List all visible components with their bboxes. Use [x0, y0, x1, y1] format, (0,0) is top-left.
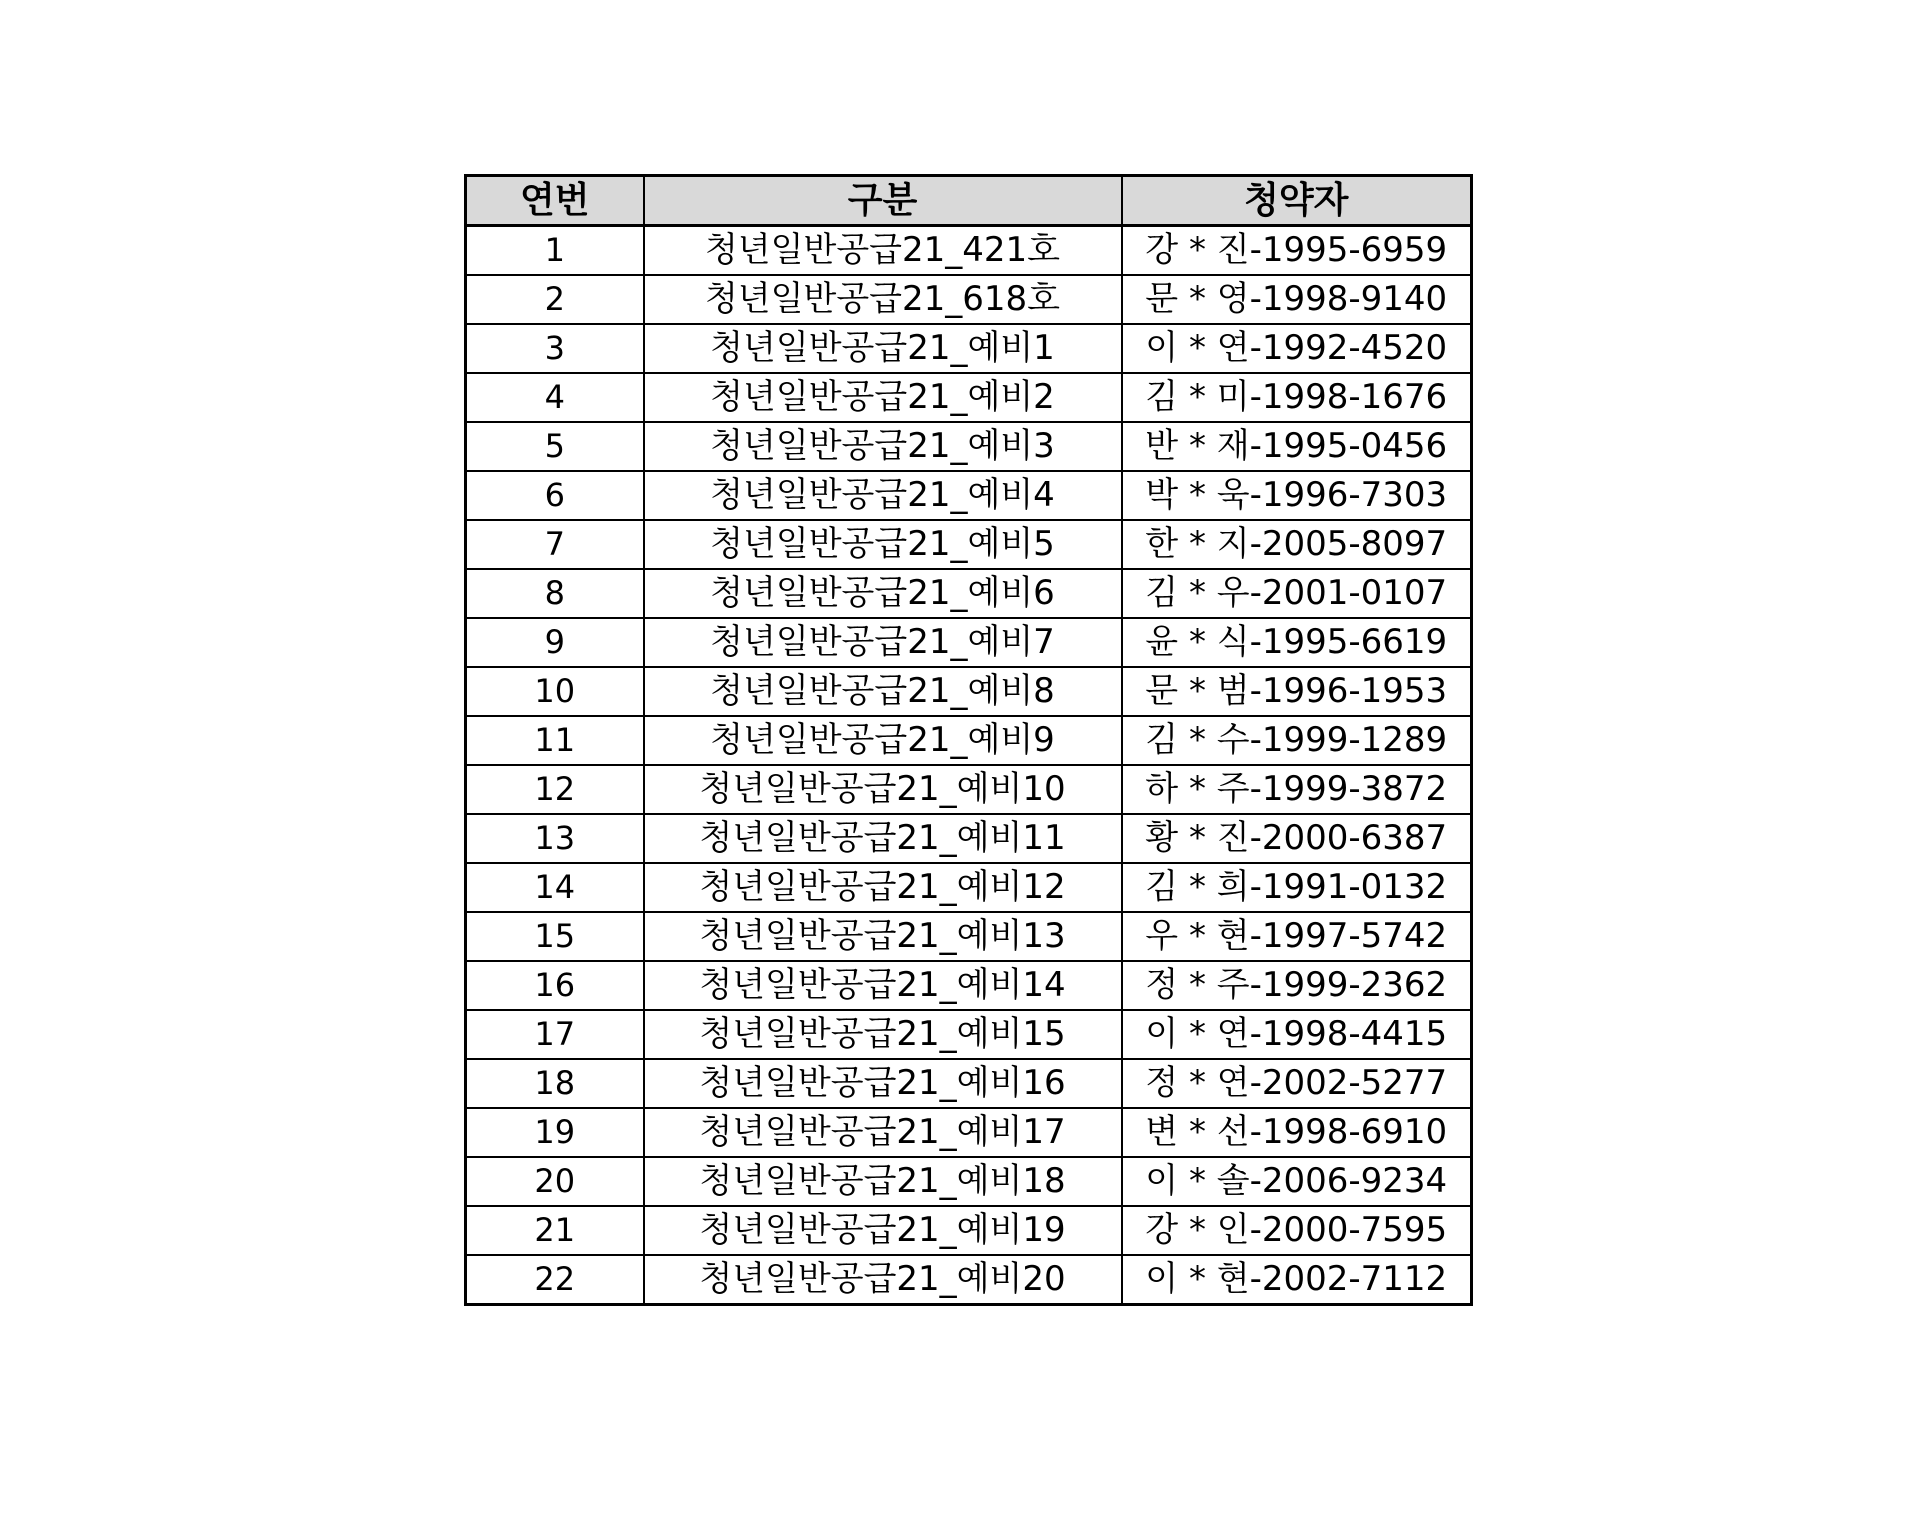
category-cell: 청년일반공급21_예비17: [644, 1108, 1122, 1157]
category-cell: 청년일반공급21_예비3: [644, 422, 1122, 471]
table-row: [466, 1010, 1472, 1059]
serial-number-cell: 6: [466, 471, 644, 520]
applicant-cell: 김 * 우-2001-0107: [1122, 569, 1472, 618]
category-cell: 청년일반공급21_예비16: [644, 1059, 1122, 1108]
category-cell: 청년일반공급21_예비4: [644, 471, 1122, 520]
serial-number-cell: 7: [466, 520, 644, 569]
applicant-cell: 김 * 미-1998-1676: [1122, 373, 1472, 422]
category-cell: 청년일반공급21_618호: [644, 275, 1122, 324]
serial-number-cell: 3: [466, 324, 644, 373]
applicant-cell: 한 * 지-2005-8097: [1122, 520, 1472, 569]
applicant-cell: 이 * 연-1992-4520: [1122, 324, 1472, 373]
applicant-cell: 박 * 욱-1996-7303: [1122, 471, 1472, 520]
category-cell: 청년일반공급21_예비10: [644, 765, 1122, 814]
category-cell: 청년일반공급21_예비9: [644, 716, 1122, 765]
applicant-cell: 문 * 범-1996-1953: [1122, 667, 1472, 716]
category-cell: 청년일반공급21_예비5: [644, 520, 1122, 569]
serial-number-cell: 5: [466, 422, 644, 471]
serial-number-cell: 20: [466, 1157, 644, 1206]
serial-number-cell: 10: [466, 667, 644, 716]
table-row: [466, 1157, 1472, 1206]
category-cell: 청년일반공급21_예비20: [644, 1255, 1122, 1305]
table-row: [466, 1255, 1472, 1305]
applicant-cell: 이 * 연-1998-4415: [1122, 1010, 1472, 1059]
table-row: [466, 471, 1472, 520]
table-row: [466, 226, 1472, 276]
table-row: [466, 667, 1472, 716]
category-cell: 청년일반공급21_예비8: [644, 667, 1122, 716]
applicant-cell: 반 * 재-1995-0456: [1122, 422, 1472, 471]
roster-sheet: [464, 174, 1473, 1306]
serial-number-cell: 8: [466, 569, 644, 618]
applicant-cell: 정 * 연-2002-5277: [1122, 1059, 1472, 1108]
table-row: [466, 1108, 1472, 1157]
serial-number-cell: 11: [466, 716, 644, 765]
serial-number-cell: 13: [466, 814, 644, 863]
table-row: [466, 716, 1472, 765]
table-row: [466, 1206, 1472, 1255]
table-row: [466, 618, 1472, 667]
header-category: 구분: [644, 176, 1122, 226]
serial-number-cell: 15: [466, 912, 644, 961]
header-applicant: 청약자: [1122, 176, 1472, 226]
table-row: [466, 863, 1472, 912]
applicant-cell: 정 * 주-1999-2362: [1122, 961, 1472, 1010]
table-row: [466, 569, 1472, 618]
serial-number-cell: 1: [466, 226, 644, 276]
category-cell: 청년일반공급21_예비11: [644, 814, 1122, 863]
category-cell: 청년일반공급21_예비6: [644, 569, 1122, 618]
applicant-cell: 문 * 영-1998-9140: [1122, 275, 1472, 324]
applicant-cell: 김 * 수-1999-1289: [1122, 716, 1472, 765]
serial-number-cell: 2: [466, 275, 644, 324]
category-cell: 청년일반공급21_예비13: [644, 912, 1122, 961]
applicant-cell: 강 * 진-1995-6959: [1122, 226, 1472, 276]
applicant-cell: 황 * 진-2000-6387: [1122, 814, 1472, 863]
serial-number-cell: 22: [466, 1255, 644, 1305]
applicant-cell: 김 * 희-1991-0132: [1122, 863, 1472, 912]
serial-number-cell: 19: [466, 1108, 644, 1157]
serial-number-cell: 16: [466, 961, 644, 1010]
category-cell: 청년일반공급21_421호: [644, 226, 1122, 276]
applicant-cell: 우 * 현-1997-5742: [1122, 912, 1472, 961]
table-row: [466, 520, 1472, 569]
table-row: [466, 422, 1472, 471]
category-cell: 청년일반공급21_예비2: [644, 373, 1122, 422]
table-row: [466, 814, 1472, 863]
table-row: [466, 324, 1472, 373]
serial-number-cell: 14: [466, 863, 644, 912]
category-cell: 청년일반공급21_예비14: [644, 961, 1122, 1010]
applicant-cell: 변 * 선-1998-6910: [1122, 1108, 1472, 1157]
serial-number-cell: 17: [466, 1010, 644, 1059]
table-row: [466, 1059, 1472, 1108]
table-row: [466, 912, 1472, 961]
category-cell: 청년일반공급21_예비1: [644, 324, 1122, 373]
serial-number-cell: 18: [466, 1059, 644, 1108]
serial-number-cell: 9: [466, 618, 644, 667]
applicant-cell: 윤 * 식-1995-6619: [1122, 618, 1472, 667]
table-row: [466, 765, 1472, 814]
category-cell: 청년일반공급21_예비12: [644, 863, 1122, 912]
category-cell: 청년일반공급21_예비18: [644, 1157, 1122, 1206]
applicant-cell: 이 * 현-2002-7112: [1122, 1255, 1472, 1305]
serial-number-cell: 12: [466, 765, 644, 814]
applicant-cell: 강 * 인-2000-7595: [1122, 1206, 1472, 1255]
table-row: [466, 373, 1472, 422]
table-row: [466, 275, 1472, 324]
serial-number-cell: 4: [466, 373, 644, 422]
category-cell: 청년일반공급21_예비15: [644, 1010, 1122, 1059]
table-body: [466, 226, 1472, 1305]
category-cell: 청년일반공급21_예비7: [644, 618, 1122, 667]
header-serial-number: 연번: [466, 176, 644, 226]
applicant-cell: 하 * 주-1999-3872: [1122, 765, 1472, 814]
applicant-cell: 이 * 솔-2006-9234: [1122, 1157, 1472, 1206]
header-row: [466, 176, 1472, 226]
category-cell: 청년일반공급21_예비19: [644, 1206, 1122, 1255]
applicant-table: [464, 174, 1473, 1306]
table-row: [466, 961, 1472, 1010]
serial-number-cell: 21: [466, 1206, 644, 1255]
